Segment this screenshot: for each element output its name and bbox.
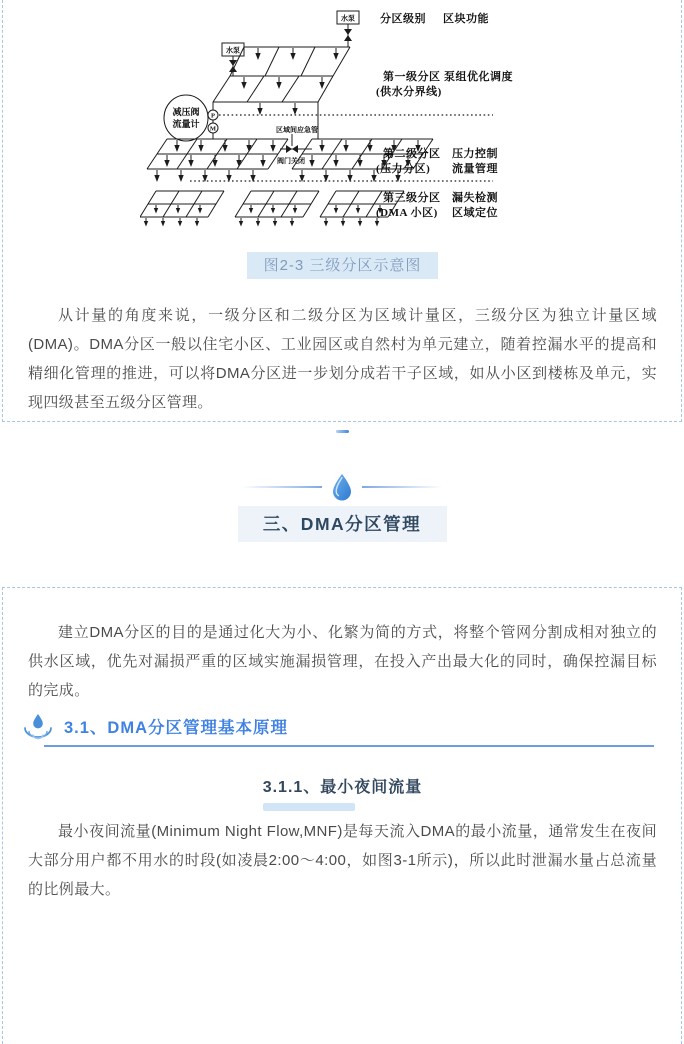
- level2-function-1: 压力控制: [452, 148, 498, 160]
- paragraph-dma-purpose: 建立DMA分区的目的是通过化大为小、化繁为简的方式，将整个管网分割成相对独立的供水区域，优先对漏损严重的区域实施漏损管理，在投入产出最大化的同时，确保控漏目标的完成。: [28, 624, 657, 699]
- flow-meter-symbol: M: [209, 125, 217, 133]
- level2-function-2: 流量管理: [452, 163, 498, 175]
- ornament-line-left: [242, 486, 322, 488]
- paragraph-mnf: 最小夜间流量(Minimum Night Flow,MNF)是每天流入DMA的最小流量，通常发生在夜间大部分用户都不用水的时段(如凌晨2:00～4:00，如图3-1所示)，所以此时泄漏水量占总流量的比例最大。: [28, 823, 657, 898]
- level3-subname: (DMA 小区): [376, 207, 438, 219]
- figure-caption: 图2-3 三级分区示意图: [247, 252, 439, 279]
- paragraph-metering: 从计量的角度来说，一级分区和二级分区为区域计量区，三级分区为独立计量区域(DMA)。DMA分区一般以住宅小区、工业园区或自然村为单元建立，随着控漏水平的提高和精细化管理的推进，可以将DMA分区进一步划分成若干子区域，如从小区到楼栋及单元，实现四级甚至五级分区管理。: [28, 307, 657, 411]
- subsubsection-heading-row: [28, 777, 657, 799]
- pump-right-icon: [337, 11, 359, 47]
- flowmeter-label: 流量计: [172, 119, 200, 129]
- emergency-pipe-label: 区域间应急管: [276, 126, 318, 134]
- level1-name: 第一级分区: [383, 71, 441, 83]
- ornament-line-right: [362, 486, 442, 488]
- section-heading-row: [0, 506, 684, 542]
- level3-function-1: 漏失检测: [452, 192, 498, 204]
- three-level-zoning-diagram: [28, 5, 657, 246]
- level1-subname: (供水分界线): [376, 86, 442, 98]
- level3-name: 第三级分区: [383, 192, 441, 204]
- section-title: 三、DMA分区管理: [238, 506, 447, 542]
- pump-left-icon: [222, 43, 244, 76]
- water-drop-icon: [331, 473, 353, 501]
- figure-section-card: [2, 0, 682, 422]
- diagram-col-header-level: 分区级别: [380, 13, 426, 25]
- level1-function: 泵组优化调度: [444, 71, 513, 83]
- level3-function-2: 区域定位: [452, 207, 498, 219]
- heading-underline: [44, 745, 654, 747]
- subsubsection-title: 3.1.1、最小夜间流量: [263, 777, 423, 799]
- zoning-diagram-svg: [140, 5, 530, 241]
- prv-label: 减压阀: [172, 107, 200, 117]
- pump-right-label: 水泵: [341, 14, 355, 23]
- figure-caption-row: [28, 252, 657, 279]
- section-divider-dash: [336, 430, 349, 433]
- subsection-heading-row: [28, 711, 657, 741]
- level2-left-grid: [147, 139, 288, 182]
- level2-right-grid: [292, 139, 433, 182]
- pressure-meter-symbol: P: [211, 112, 215, 120]
- dma-section-card: [2, 587, 682, 1044]
- section-ornament: [0, 473, 684, 501]
- level3-dma-grids: [140, 191, 404, 227]
- level2-name: 第二级分区: [383, 148, 441, 160]
- prv-flowmeter-ellipse: [164, 95, 218, 141]
- pump-left-label: 水泵: [226, 46, 240, 55]
- subsection-title: 3.1、DMA分区管理基本原理: [64, 719, 289, 737]
- diagram-col-header-function: 区块功能: [443, 13, 489, 25]
- droplet-ripple-icon: [21, 711, 55, 743]
- valve-closed-label: 阀门关闭: [277, 157, 305, 165]
- level2-subname: (压力分区): [376, 163, 431, 175]
